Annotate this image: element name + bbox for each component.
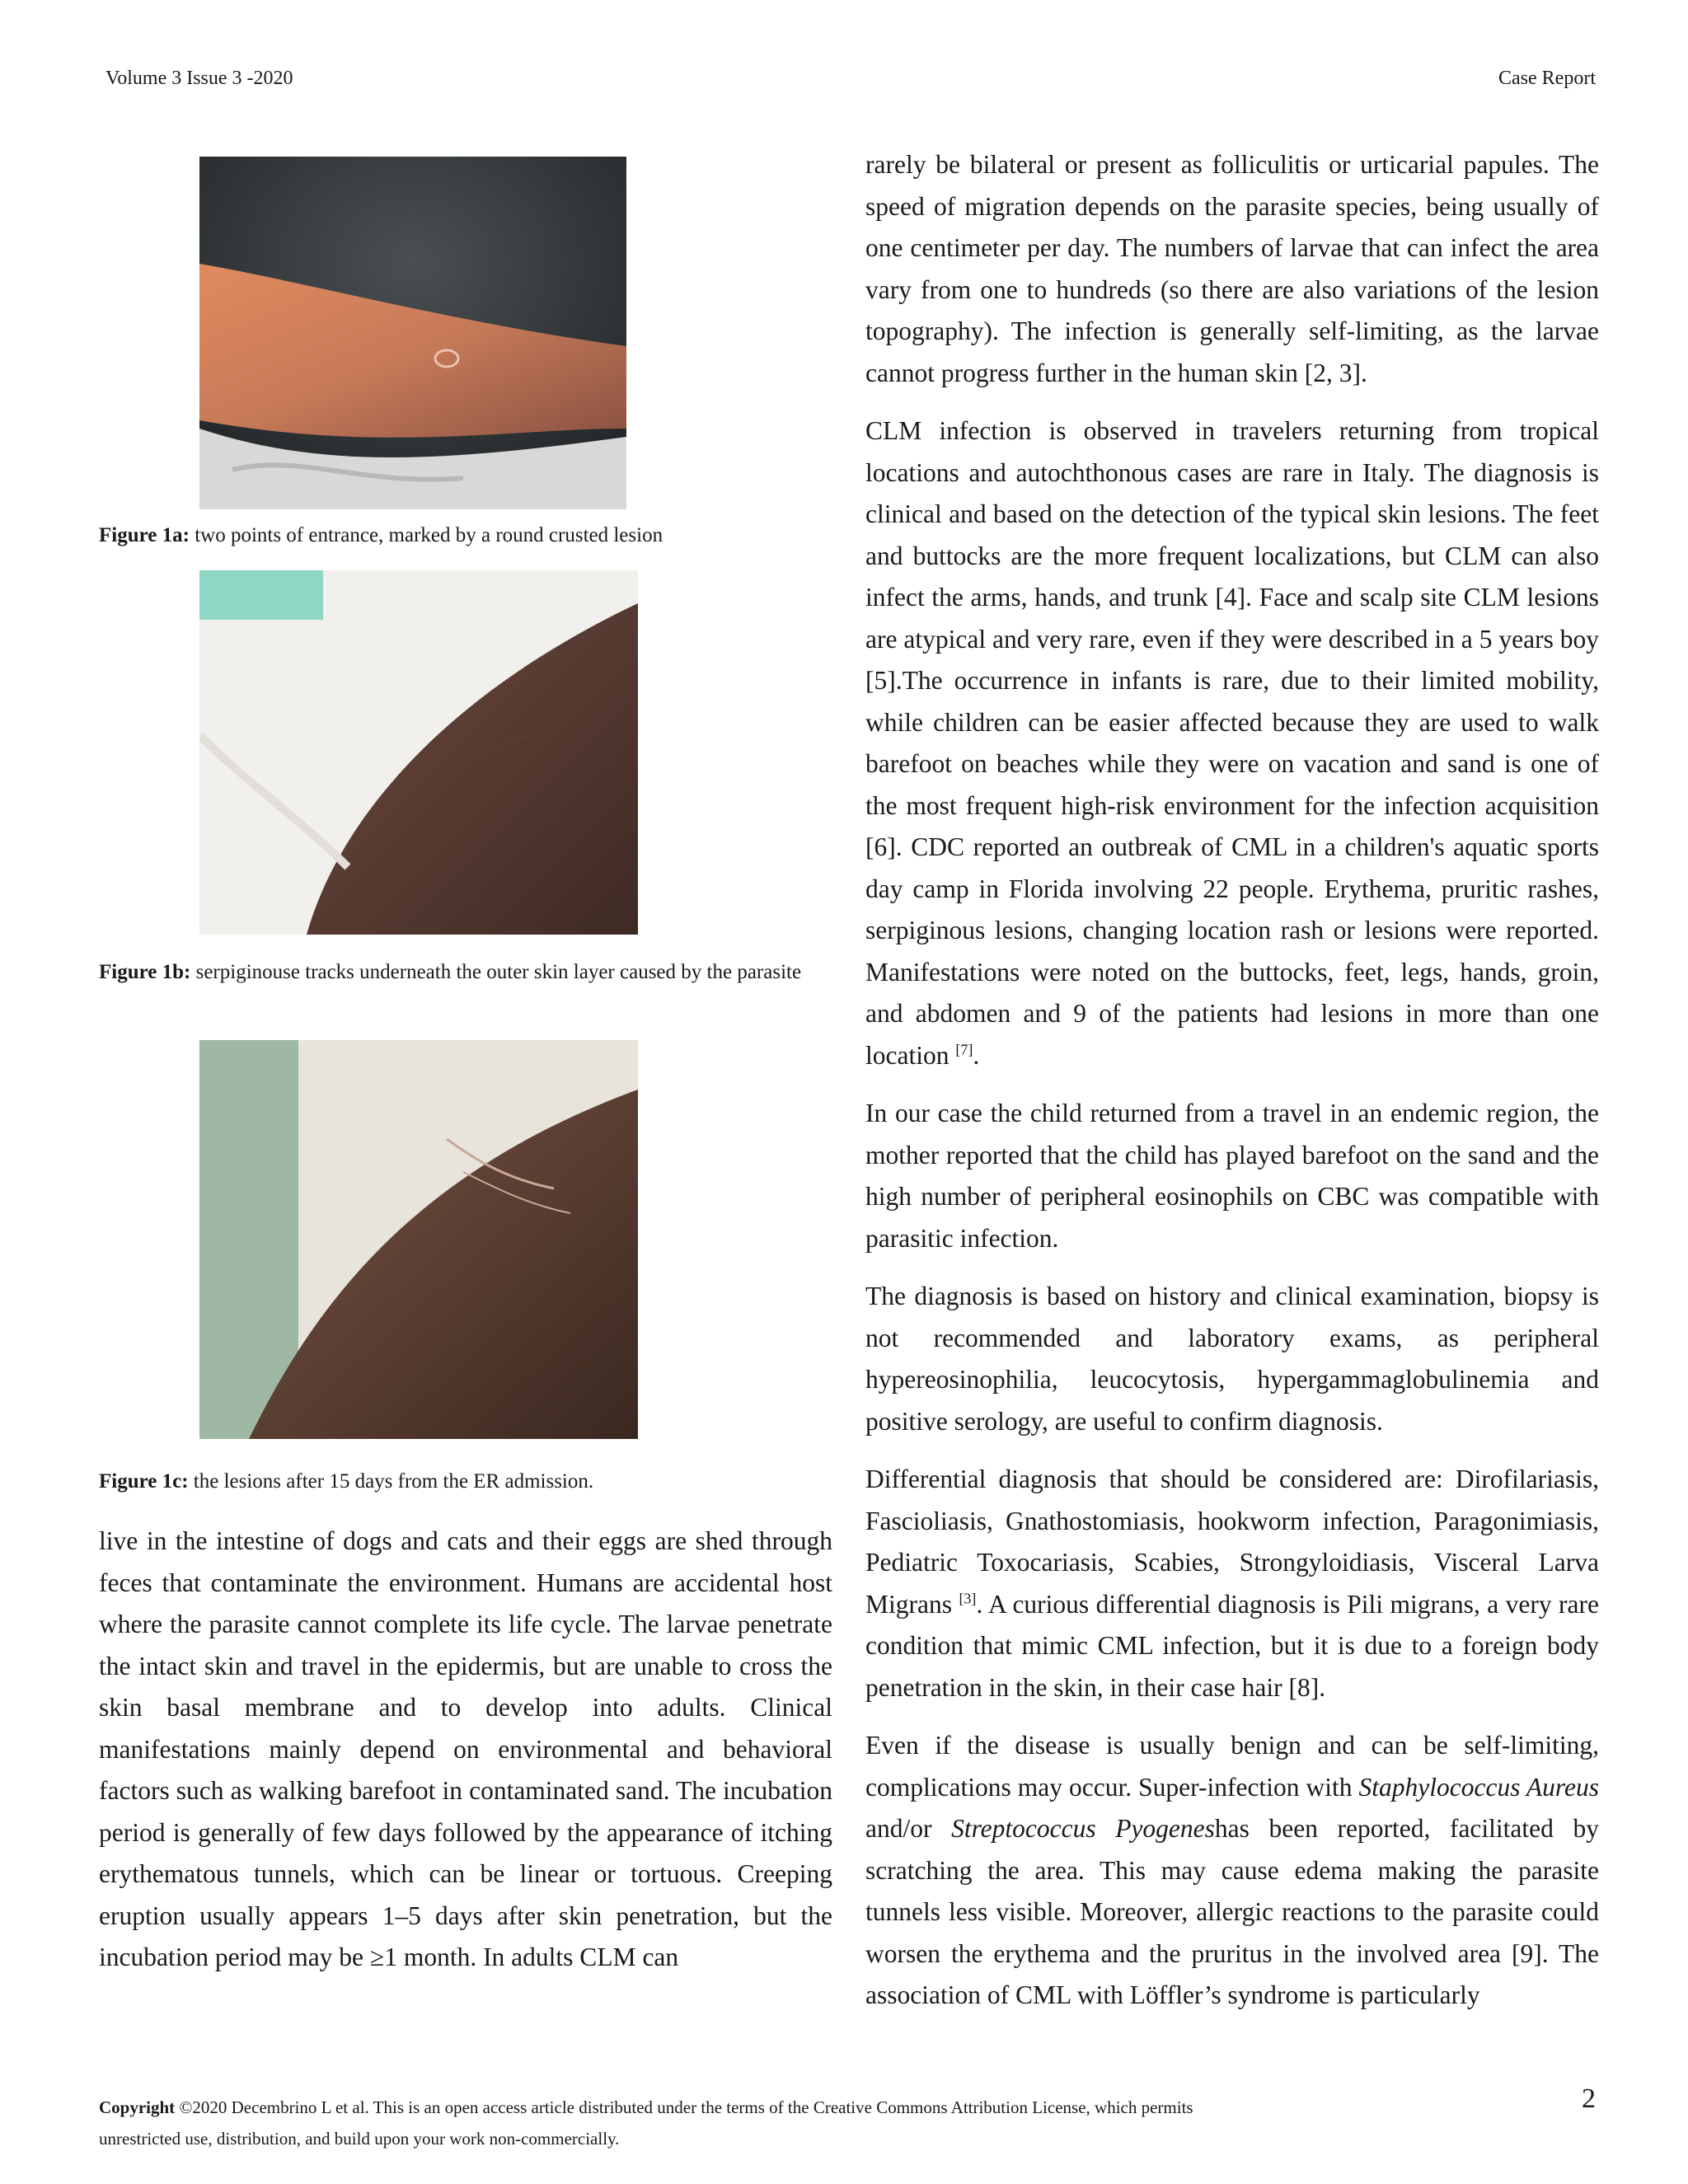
body-paragraph: In our case the child returned from a travel in an endemic region, the mother reported that the child has played barefoot on the sand and the high number of peripheral eosinophils on CBC was compatible with parasitic infection.	[865, 1099, 1599, 1253]
right-column-text	[865, 144, 1599, 2033]
citation-ref: [7]	[955, 1041, 973, 1057]
figure-1c-image	[199, 1040, 638, 1439]
body-paragraph: Differential diagnosis that should be considered are: Dirofilariasis, Fascioliasis, Gnathostomiasis, hookworm infection, Paragonimiasis, Pediatric Toxocariasis, Scabies, Strongyloidiasis, Visceral Larva Migrans [3]. A curious differential diagnosis is Pili migrans, a very rare condition that mimic CML infection, but it is due to a foreign body penetration in the skin, in their case hair [8].	[865, 1465, 1599, 1702]
page-number: 2	[1582, 2083, 1596, 2114]
left-column-text	[99, 1521, 832, 1995]
copyright-notice: Copyright ©2020 Decembrino L et al. This is an open access article distributed under the terms of the Creative Commons Attribution License, which permits unrestricted use, distribution, and build upon your work non-commercially.	[99, 2097, 1193, 2149]
figure-1b-image	[199, 570, 638, 935]
body-paragraph: live in the intestine of dogs and cats and their eggs are shed through feces that contaminate the environment. Humans are accidental host where the parasite cannot complete its life cycle. The larvae penetrate the intact skin and travel in the epidermis, but are unable to cross the skin basal membrane and to develop into adults. Clinical manifestations mainly depend on environmental and behavioral factors such as walking barefoot in contaminated sand. The incubation period is generally of few days followed by the appearance of itching erythematous tunnels, which can be linear or tortuous. Creeping eruption usually appears 1–5 days after skin penetration, but the incubation period may be ≥1 month. In adults CLM can	[99, 1526, 832, 1971]
journal-volume: Volume 3 Issue 3 -2020	[106, 68, 293, 89]
body-paragraph: The diagnosis is based on history and clinical examination, biopsy is not recommended and laboratory exams, as peripheral hypereosinophilia, leucocytosis, hypergammaglobulinemia and positive serology, are useful to confirm diagnosis.	[865, 1282, 1599, 1436]
figure-1b-caption: Figure 1b: serpiginouse tracks underneath the outer skin layer caused by the parasite	[99, 961, 802, 983]
body-paragraph: CLM infection is observed in travelers returning from tropical locations and autochthonous cases are rare in Italy. The diagnosis is clinical and based on the detection of the typical skin lesions. The feet and buttocks are the more frequent localizations, but CLM can also infect the arms, hands, and trunk [4]. Face and scalp site CLM lesions are atypical and very rare, even if they were described in a 5 years boy [5].The occurrence in infants is rare, due to their limited mobility, while children can be easier affected because they are used to walk barefoot on beaches while they were on vacation and sand is one of the most frequent high-risk environment for the infection acquisition [6]. CDC reported an outbreak of CML in a children's aquatic sports day camp in Florida involving 22 people. Erythema, pruritic rashes, serpiginous lesions, changing location rash or lesions were reported. Manifestations were noted on the buttocks, feet, legs, hands, groin, and abdomen and 9 of the patients had lesions in more than one location [7].	[865, 416, 1599, 1070]
body-paragraph: Even if the disease is usually benign and can be self-limiting, complications may occur. Super-infection with Staphylococcus Aureus and/or Streptococcus Pyogeneshas been reported, facilitated by scratching the area. This may cause edema making the parasite tunnels less visible. Moreover, allergic reactions to the parasite could worsen the erythema and the pruritus in the involved area [9]. The association of CML with Löffler’s syndrome is particularly	[865, 1731, 1599, 2009]
body-paragraph: rarely be bilateral or present as folliculitis or urticarial papules. The speed of migration depends on the parasite species, being usually of one centimeter per day. The numbers of larvae that can infect the area vary from one to hundreds (so there are also variations of the lesion topography). The infection is generally self-limiting, as the larvae cannot progress further in the human skin [2, 3].	[865, 150, 1599, 387]
citation-ref: [3]	[959, 1590, 977, 1606]
figure-1a-image	[199, 157, 626, 509]
figure-1c-caption: Figure 1c: the lesions after 15 days from the ER admission.	[99, 1470, 594, 1493]
article-type: Case Report	[1498, 68, 1596, 89]
figure-1a-caption: Figure 1a: two points of entrance, marked by a round crusted lesion	[99, 524, 663, 546]
